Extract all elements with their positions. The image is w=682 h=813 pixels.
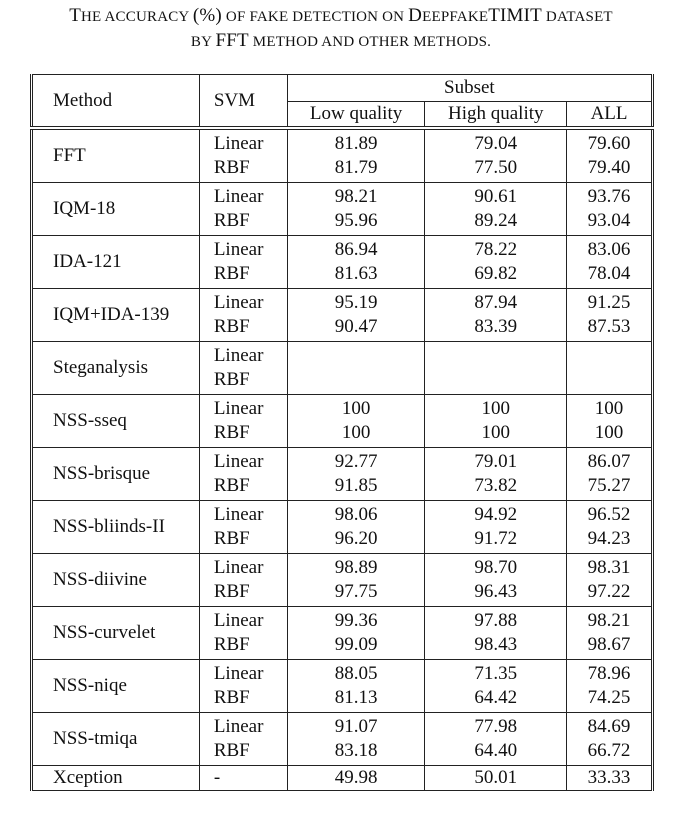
method-cell: NSS-diivine [32,554,200,607]
all-cell-value [567,368,651,392]
svm-cell [199,342,287,395]
low-quality-cell [287,183,425,236]
svm-cell-value: RBF [213,475,250,496]
all-cell [567,128,653,183]
all-cell-value: 79.60 [587,133,631,154]
high-quality-cell-value: 96.43 [474,581,518,602]
svm-cell-value: RBF [213,581,250,602]
svm-cell [199,713,287,766]
high-quality-cell-value [425,368,566,392]
caption-part: (%) [192,5,222,26]
low-quality-cell-value: 95.19 [334,292,378,313]
low-quality-cell-value: 49.98 [334,767,378,788]
high-quality-cell-value: 64.40 [474,740,518,761]
low-quality-cell-value: 99.09 [334,634,378,655]
all-cell-value: 97.22 [587,581,631,602]
low-quality-cell-value: 92.77 [334,451,378,472]
table-row [32,660,653,713]
caption-part: HE ACCURACY [81,9,193,25]
low-quality-cell [287,395,425,448]
all-cell-value: 91.25 [587,292,631,313]
all-cell-value: 78.96 [587,663,631,684]
svm-cell-value: RBF [213,740,250,761]
all-cell-value: 93.04 [587,210,631,231]
method-cell: IQM+IDA-139 [32,289,200,342]
header-method: Method [32,75,200,129]
method-cell: Xception [32,766,200,791]
low-quality-cell [287,448,425,501]
high-quality-cell-value: 90.61 [474,186,518,207]
low-quality-cell-value: 100 [341,398,371,419]
svm-cell-value: RBF [213,157,250,178]
svm-cell-value: - [213,767,221,788]
all-cell [567,289,653,342]
svm-cell [199,289,287,342]
high-quality-cell-value [425,344,566,368]
high-quality-cell-value: 98.43 [474,634,518,655]
all-cell-value: 100 [594,422,624,443]
svm-cell-value: Linear [213,345,264,366]
method-cell: NSS-niqe [32,660,200,713]
high-quality-cell-value: 94.92 [474,504,518,525]
table-row [32,395,653,448]
low-quality-cell-value: 98.89 [334,557,378,578]
high-quality-cell [425,448,567,501]
low-quality-cell-value: 97.75 [334,581,378,602]
all-cell-value: 75.27 [587,475,631,496]
all-cell-value [567,344,651,368]
table-row [32,554,653,607]
svm-cell-value: RBF [213,422,250,443]
svm-cell-value: Linear [213,663,264,684]
svm-cell [199,236,287,289]
all-cell-value: 94.23 [587,528,631,549]
high-quality-cell-value: 50.01 [474,767,518,788]
method-cell: Steganalysis [32,342,200,395]
all-cell-value: 93.76 [587,186,631,207]
all-cell-value: 100 [594,398,624,419]
high-quality-cell-value: 98.70 [474,557,518,578]
low-quality-cell [287,501,425,554]
svm-cell-value: RBF [213,316,250,337]
low-quality-cell-value: 95.96 [334,210,378,231]
low-quality-cell [287,289,425,342]
low-quality-cell-value: 98.06 [334,504,378,525]
method-cell: NSS-tmiqa [32,713,200,766]
svm-cell-value: Linear [213,133,264,154]
low-quality-cell-value: 96.20 [334,528,378,549]
high-quality-cell [425,713,567,766]
caption-line-2 [0,29,682,54]
low-quality-cell-value: 99.36 [334,610,378,631]
method-cell: NSS-brisque [32,448,200,501]
all-cell-value: 33.33 [587,767,631,788]
high-quality-cell [425,342,567,395]
table-row [32,342,653,395]
caption-part: D [408,5,423,26]
svm-cell-value: RBF [213,263,250,284]
svm-cell [199,183,287,236]
svm-cell-value: Linear [213,504,264,525]
svm-cell [199,554,287,607]
table-row [32,713,653,766]
table-row [32,236,653,289]
all-cell [567,395,653,448]
svm-cell-value: RBF [213,369,250,390]
high-quality-cell-value: 71.35 [474,663,518,684]
low-quality-cell [287,342,425,395]
high-quality-cell-value: 91.72 [474,528,518,549]
high-quality-cell [425,395,567,448]
high-quality-cell-value: 69.82 [474,263,518,284]
svm-cell-value: Linear [213,451,264,472]
high-quality-cell-value: 87.94 [474,292,518,313]
all-cell [567,607,653,660]
table-row [32,289,653,342]
all-cell [567,448,653,501]
caption-part: TIMIT [488,5,542,26]
all-cell-value: 79.40 [587,157,631,178]
low-quality-cell-value: 90.47 [334,316,378,337]
all-cell-value: 96.52 [587,504,631,525]
all-cell-value: 74.25 [587,687,631,708]
low-quality-cell [287,236,425,289]
high-quality-cell-value: 100 [481,422,511,443]
low-quality-cell [287,766,425,791]
high-quality-cell [425,128,567,183]
caption-part: METHOD AND OTHER METHODS. [248,34,492,50]
svm-cell [199,448,287,501]
high-quality-cell-value: 79.04 [474,133,518,154]
all-cell [567,501,653,554]
all-cell [567,342,653,395]
svm-cell [199,501,287,554]
table-row [32,607,653,660]
method-cell: NSS-bliinds-II [32,501,200,554]
all-cell [567,713,653,766]
low-quality-cell-value: 81.79 [334,157,378,178]
header-subset: Subset [287,75,652,102]
caption-part: T [69,5,81,26]
svm-cell [199,128,287,183]
all-cell-value: 66.72 [587,740,631,761]
low-quality-cell-value: 88.05 [334,663,378,684]
header-low-quality: Low quality [287,102,425,129]
high-quality-cell [425,607,567,660]
method-cell: IQM-18 [32,183,200,236]
low-quality-cell [287,713,425,766]
all-cell [567,236,653,289]
all-cell-value: 98.67 [587,634,631,655]
high-quality-cell [425,766,567,791]
high-quality-cell-value: 73.82 [474,475,518,496]
low-quality-cell [287,607,425,660]
all-cell-value: 78.04 [587,263,631,284]
results-table [30,74,654,791]
table-caption [0,4,682,54]
caption-part: BY [190,34,216,50]
table-row [32,766,653,791]
all-cell [567,766,653,791]
svm-cell [199,766,287,791]
caption-part: OF FAKE DETECTION ON [221,9,409,25]
all-cell-value: 86.07 [587,451,631,472]
high-quality-cell [425,183,567,236]
all-cell-value: 87.53 [587,316,631,337]
svm-cell-value: Linear [213,239,264,260]
low-quality-cell [287,660,425,713]
low-quality-cell-value: 91.85 [334,475,378,496]
high-quality-cell-value: 97.88 [474,610,518,631]
table-row [32,448,653,501]
all-cell [567,183,653,236]
table-row [32,183,653,236]
low-quality-cell-value: 81.89 [334,133,378,154]
table-row [32,501,653,554]
header-all: ALL [567,102,653,129]
all-cell [567,660,653,713]
method-cell: NSS-curvelet [32,607,200,660]
all-cell-value: 83.06 [587,239,631,260]
svm-cell-value: RBF [213,634,250,655]
caption-line-1 [0,4,682,29]
svm-cell-value: RBF [213,528,250,549]
all-cell-value: 98.31 [587,557,631,578]
svm-cell-value: Linear [213,292,264,313]
high-quality-cell [425,501,567,554]
all-cell-value: 84.69 [587,716,631,737]
svm-cell-value: Linear [213,716,264,737]
caption-part: EEPFAKE [422,9,489,25]
low-quality-cell-value: 81.63 [334,263,378,284]
svm-cell-value: RBF [213,687,250,708]
svm-cell [199,607,287,660]
high-quality-cell-value: 89.24 [474,210,518,231]
method-cell: NSS-sseq [32,395,200,448]
method-cell: FFT [32,128,200,183]
all-cell [567,554,653,607]
svm-cell-value: Linear [213,398,264,419]
high-quality-cell-value: 79.01 [474,451,518,472]
table-row [32,128,653,183]
method-cell: IDA-121 [32,236,200,289]
header-high-quality: High quality [425,102,567,129]
high-quality-cell-value: 77.98 [474,716,518,737]
low-quality-cell-value [288,344,425,368]
svm-cell-value: Linear [213,557,264,578]
caption-part: DATASET [541,9,613,25]
low-quality-cell-value: 81.13 [334,687,378,708]
low-quality-cell-value [288,368,425,392]
low-quality-cell-value: 100 [341,422,371,443]
low-quality-cell [287,128,425,183]
high-quality-cell [425,236,567,289]
low-quality-cell [287,554,425,607]
caption-part: FFT [215,30,249,51]
high-quality-cell-value: 64.42 [474,687,518,708]
svm-cell-value: RBF [213,210,250,231]
high-quality-cell-value: 100 [481,398,511,419]
all-cell-value: 98.21 [587,610,631,631]
high-quality-cell [425,554,567,607]
low-quality-cell-value: 91.07 [334,716,378,737]
high-quality-cell-value: 78.22 [474,239,518,260]
high-quality-cell [425,289,567,342]
high-quality-cell [425,660,567,713]
svm-cell [199,660,287,713]
high-quality-cell-value: 83.39 [474,316,518,337]
low-quality-cell-value: 83.18 [334,740,378,761]
low-quality-cell-value: 86.94 [334,239,378,260]
high-quality-cell-value: 77.50 [474,157,518,178]
svm-cell [199,395,287,448]
low-quality-cell-value: 98.21 [334,186,378,207]
svm-cell-value: Linear [213,186,264,207]
header-svm: SVM [199,75,287,129]
svm-cell-value: Linear [213,610,264,631]
